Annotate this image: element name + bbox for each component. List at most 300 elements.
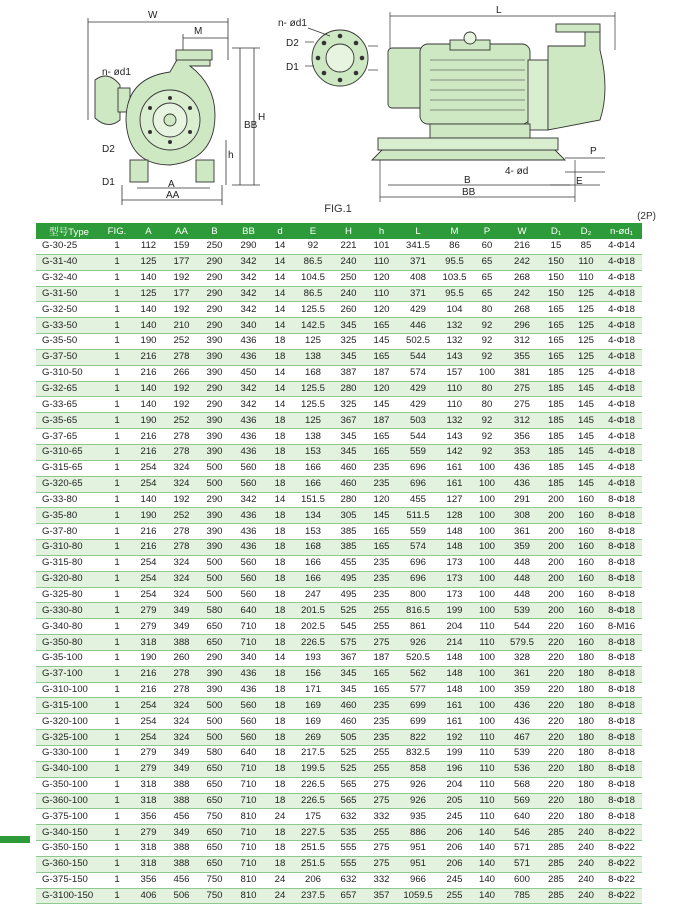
table-cell: 341.5 — [398, 239, 438, 254]
table-cell: 710 — [231, 825, 266, 841]
table-cell: 8-Φ18 — [601, 540, 642, 556]
table-cell: 8-Φ18 — [601, 650, 642, 666]
table-cell: 14 — [266, 397, 294, 413]
table-cell: 290 — [198, 286, 231, 302]
table-cell: 544 — [503, 619, 541, 635]
table-cell: 110 — [438, 397, 471, 413]
table-cell: 14 — [266, 492, 294, 508]
table-cell: 18 — [266, 619, 294, 635]
table-cell: 85 — [571, 239, 601, 254]
table-cell: 190 — [132, 650, 165, 666]
table-cell: 600 — [503, 872, 541, 888]
table-cell: 560 — [231, 587, 266, 603]
table-cell: 710 — [231, 777, 266, 793]
table-cell: 318 — [132, 777, 165, 793]
table-cell: 125.5 — [294, 397, 332, 413]
table-cell: 100 — [471, 714, 503, 730]
table-cell: 345 — [332, 349, 365, 365]
table-cell: 359 — [503, 682, 541, 698]
table-cell: 165 — [541, 302, 571, 318]
table-cell: 1 — [102, 777, 132, 793]
table-cell: 290 — [198, 381, 231, 397]
table-cell: 278 — [165, 666, 198, 682]
table-cell: 429 — [398, 397, 438, 413]
table-cell: 92 — [471, 444, 503, 460]
table-cell: 240 — [571, 872, 601, 888]
table-cell: 204 — [438, 777, 471, 793]
table-cell: 125 — [571, 334, 601, 350]
table-cell: 193 — [294, 650, 332, 666]
table-cell: 285 — [541, 872, 571, 888]
table-cell: 101 — [365, 239, 398, 254]
model-type-cell: G-31-50 — [36, 286, 102, 302]
table-cell: 535 — [332, 825, 365, 841]
table-cell: 318 — [132, 841, 165, 857]
column-header: W — [503, 223, 541, 239]
table-row — [36, 682, 642, 698]
table-cell: 525 — [332, 746, 365, 762]
table-cell: 388 — [165, 635, 198, 651]
pump-dimension-drawing — [0, 0, 676, 205]
table-cell: 185 — [541, 381, 571, 397]
table-cell: 153 — [294, 524, 332, 540]
table-cell: 125 — [294, 413, 332, 429]
table-cell: 279 — [132, 825, 165, 841]
table-cell: 103.5 — [438, 270, 471, 286]
table-cell: 100 — [471, 603, 503, 619]
table-cell: 436 — [231, 666, 266, 682]
table-cell: 342 — [231, 397, 266, 413]
table-cell: 390 — [198, 682, 231, 698]
table-cell: 227.5 — [294, 825, 332, 841]
table-cell: 4-Φ18 — [601, 254, 642, 270]
table-cell: 14 — [266, 318, 294, 334]
table-cell: 187 — [365, 650, 398, 666]
table-cell: 4-Φ18 — [601, 429, 642, 445]
table-cell: 153 — [294, 444, 332, 460]
table-row — [36, 540, 642, 556]
table-cell: 220 — [541, 746, 571, 762]
table-cell: 128 — [438, 508, 471, 524]
table-cell: 255 — [365, 603, 398, 619]
table-cell: 290 — [198, 397, 231, 413]
table-cell: 110 — [438, 381, 471, 397]
dim-aa-label: AA — [166, 190, 180, 201]
table-cell: 650 — [198, 856, 231, 872]
table-cell: 650 — [198, 619, 231, 635]
table-cell: 166 — [294, 460, 332, 476]
table-cell: 1 — [102, 746, 132, 762]
table-cell: 240 — [332, 286, 365, 302]
table-cell: 8-Φ18 — [601, 777, 642, 793]
table-cell: 436 — [231, 540, 266, 556]
table-cell: 495 — [332, 571, 365, 587]
table-cell: 345 — [332, 429, 365, 445]
table-cell: 202.5 — [294, 619, 332, 635]
table-cell: 235 — [365, 587, 398, 603]
table-cell: 1 — [102, 872, 132, 888]
table-cell: 14 — [266, 286, 294, 302]
table-cell: 216 — [503, 239, 541, 254]
table-cell: 166 — [294, 476, 332, 492]
table-cell: 192 — [165, 397, 198, 413]
table-cell: 254 — [132, 571, 165, 587]
table-cell: 235 — [365, 714, 398, 730]
table-cell: 455 — [398, 492, 438, 508]
table-cell: 14 — [266, 239, 294, 254]
table-cell: 1 — [102, 349, 132, 365]
table-row — [36, 492, 642, 508]
table-cell: 390 — [198, 508, 231, 524]
table-cell: 216 — [132, 349, 165, 365]
table-row — [36, 746, 642, 762]
table-cell: 95.5 — [438, 286, 471, 302]
table-cell: 220 — [541, 698, 571, 714]
table-cell: 180 — [571, 666, 601, 682]
table-cell: 190 — [132, 413, 165, 429]
table-cell: 220 — [541, 682, 571, 698]
table-cell: 18 — [266, 698, 294, 714]
table-cell: 171 — [294, 682, 332, 698]
table-cell: 165 — [365, 524, 398, 540]
table-cell: 160 — [571, 508, 601, 524]
table-row — [36, 286, 642, 302]
table-cell: 145 — [571, 397, 601, 413]
table-cell: 24 — [266, 888, 294, 904]
table-cell: 220 — [541, 793, 571, 809]
table-cell: 100 — [471, 666, 503, 682]
table-cell: 125 — [571, 318, 601, 334]
table-cell: 110 — [471, 777, 503, 793]
table-cell: 132 — [438, 318, 471, 334]
column-header: D₁ — [541, 223, 571, 239]
table-cell: 199.5 — [294, 761, 332, 777]
table-cell: 140 — [132, 492, 165, 508]
table-cell: 100 — [471, 540, 503, 556]
model-type-cell: G-35-65 — [36, 413, 102, 429]
table-cell: 448 — [503, 555, 541, 571]
model-type-cell: G-375-150 — [36, 872, 102, 888]
table-cell: 332 — [365, 809, 398, 825]
table-cell: 148 — [438, 666, 471, 682]
table-cell: 235 — [365, 476, 398, 492]
table-cell: 180 — [571, 730, 601, 746]
table-cell: 169 — [294, 698, 332, 714]
table-cell: 254 — [132, 714, 165, 730]
table-cell: 156 — [294, 666, 332, 682]
table-cell: 200 — [541, 571, 571, 587]
table-cell: 574 — [398, 540, 438, 556]
table-cell: 951 — [398, 841, 438, 857]
table-cell: 456 — [165, 872, 198, 888]
table-cell: 1 — [102, 334, 132, 350]
table-row — [36, 270, 642, 286]
table-cell: 200 — [541, 587, 571, 603]
table-row — [36, 872, 642, 888]
table-cell: 290 — [198, 318, 231, 334]
table-cell: 1 — [102, 381, 132, 397]
table-cell: 460 — [332, 714, 365, 730]
table-cell: 260 — [332, 302, 365, 318]
table-cell: 18 — [266, 635, 294, 651]
table-cell: 150 — [541, 286, 571, 302]
table-row — [36, 349, 642, 365]
table-cell: 560 — [231, 730, 266, 746]
table-cell: 278 — [165, 682, 198, 698]
dim-a-label: A — [168, 179, 175, 190]
table-cell: 387 — [332, 365, 365, 381]
table-cell: 254 — [132, 730, 165, 746]
table-cell: 1 — [102, 619, 132, 635]
table-cell: 145 — [571, 413, 601, 429]
dim-h-lower-label: h — [228, 150, 234, 161]
table-cell: 342 — [231, 492, 266, 508]
table-cell: 650 — [198, 761, 231, 777]
table-cell: 254 — [132, 476, 165, 492]
table-cell: 165 — [365, 682, 398, 698]
table-cell: 1 — [102, 460, 132, 476]
model-type-cell: G-35-50 — [36, 334, 102, 350]
table-cell: 385 — [332, 524, 365, 540]
table-cell: 220 — [541, 666, 571, 682]
table-cell: 18 — [266, 429, 294, 445]
table-cell: 220 — [541, 619, 571, 635]
table-cell: 161 — [438, 476, 471, 492]
table-cell: 388 — [165, 793, 198, 809]
table-cell: 8-Φ22 — [601, 872, 642, 888]
table-cell: 237.5 — [294, 888, 332, 904]
table-cell: 278 — [165, 429, 198, 445]
table-cell: 254 — [132, 460, 165, 476]
table-cell: 4-Φ18 — [601, 381, 642, 397]
table-cell: 187 — [365, 413, 398, 429]
table-cell: 1 — [102, 635, 132, 651]
column-header: 型号Type — [36, 223, 102, 239]
table-cell: 285 — [541, 856, 571, 872]
column-header: E — [294, 223, 332, 239]
table-cell: 935 — [398, 809, 438, 825]
table-cell: 132 — [438, 413, 471, 429]
table-cell: 342 — [231, 254, 266, 270]
table-cell: 569 — [503, 793, 541, 809]
table-cell: 408 — [398, 270, 438, 286]
table-cell: 342 — [231, 302, 266, 318]
table-cell: 180 — [571, 698, 601, 714]
table-cell: 145 — [365, 334, 398, 350]
model-type-cell: G-310-80 — [36, 540, 102, 556]
table-cell: 278 — [165, 444, 198, 460]
flange-d2-label: D2 — [286, 38, 299, 49]
model-type-cell: G-33-65 — [36, 397, 102, 413]
table-cell: 138 — [294, 349, 332, 365]
table-cell: 192 — [165, 381, 198, 397]
table-cell: 100 — [471, 524, 503, 540]
table-cell: 110 — [571, 254, 601, 270]
table-cell: 574 — [398, 365, 438, 381]
table-cell: 388 — [165, 777, 198, 793]
table-cell: 861 — [398, 619, 438, 635]
table-cell: 140 — [132, 381, 165, 397]
table-cell: 560 — [231, 460, 266, 476]
table-cell: 436 — [231, 524, 266, 540]
table-cell: 577 — [398, 682, 438, 698]
table-cell: 255 — [438, 888, 471, 904]
table-cell: 436 — [231, 444, 266, 460]
table-cell: 296 — [503, 318, 541, 334]
table-cell: 86.5 — [294, 254, 332, 270]
table-cell: 560 — [231, 571, 266, 587]
table-body — [36, 239, 642, 904]
table-cell: 1 — [102, 603, 132, 619]
table-cell: 285 — [541, 841, 571, 857]
table-cell: 1 — [102, 809, 132, 825]
table-cell: 1 — [102, 318, 132, 334]
table-cell: 120 — [365, 302, 398, 318]
table-cell: 324 — [165, 555, 198, 571]
model-type-cell: G-325-100 — [36, 730, 102, 746]
table-cell: 460 — [332, 460, 365, 476]
table-cell: 699 — [398, 714, 438, 730]
table-cell: 255 — [365, 619, 398, 635]
table-cell: 18 — [266, 476, 294, 492]
table-cell: 200 — [541, 508, 571, 524]
table-cell: 160 — [571, 492, 601, 508]
table-cell: 110 — [365, 286, 398, 302]
table-cell: 390 — [198, 334, 231, 350]
table-cell: 160 — [571, 571, 601, 587]
table-cell: 502.5 — [398, 334, 438, 350]
table-cell: 240 — [571, 888, 601, 904]
column-header: BB — [231, 223, 266, 239]
table-cell: 580 — [198, 603, 231, 619]
flange-nd1-label: n- ød1 — [278, 18, 307, 29]
dim-hole-label: 4- ød — [505, 166, 529, 177]
table-row — [36, 777, 642, 793]
table-cell: 221 — [332, 239, 365, 254]
column-header: D₂ — [571, 223, 601, 239]
table-cell: 650 — [198, 777, 231, 793]
table-cell: 8-Φ18 — [601, 587, 642, 603]
table-cell: 500 — [198, 555, 231, 571]
table-cell: 710 — [231, 635, 266, 651]
table-cell: 173 — [438, 587, 471, 603]
table-cell: 235 — [365, 730, 398, 746]
table-cell: 8-Φ22 — [601, 888, 642, 904]
model-type-cell: G-320-80 — [36, 571, 102, 587]
table-cell: 1 — [102, 413, 132, 429]
table-cell: 235 — [365, 698, 398, 714]
table-cell: 1 — [102, 793, 132, 809]
table-cell: 4-Φ14 — [601, 239, 642, 254]
table-cell: 145 — [571, 429, 601, 445]
table-cell: 710 — [231, 619, 266, 635]
table-cell: 92 — [471, 429, 503, 445]
table-cell: 500 — [198, 587, 231, 603]
table-cell: 1 — [102, 666, 132, 682]
model-type-cell: G-320-65 — [36, 476, 102, 492]
table-row — [36, 793, 642, 809]
table-cell: 657 — [332, 888, 365, 904]
table-cell: 4-Φ18 — [601, 318, 642, 334]
table-cell: 138 — [294, 429, 332, 445]
table-cell: 8-Φ18 — [601, 746, 642, 762]
table-cell: 1 — [102, 825, 132, 841]
table-cell: 279 — [132, 603, 165, 619]
table-cell: 110 — [471, 793, 503, 809]
table-cell: 140 — [471, 825, 503, 841]
table-cell: 65 — [471, 270, 503, 286]
dim-b-label: B — [464, 175, 471, 186]
table-cell: 145 — [571, 444, 601, 460]
table-cell: 275 — [365, 841, 398, 857]
table-cell: 110 — [471, 746, 503, 762]
table-cell: 345 — [332, 318, 365, 334]
table-cell: 355 — [503, 349, 541, 365]
table-row — [36, 508, 642, 524]
table-cell: 240 — [571, 841, 601, 857]
table-cell: 342 — [231, 381, 266, 397]
table-cell: 205 — [438, 793, 471, 809]
table-cell: 565 — [332, 777, 365, 793]
table-cell: 1 — [102, 730, 132, 746]
table-cell: 8-Φ18 — [601, 603, 642, 619]
table-row — [36, 397, 642, 413]
table-cell: 349 — [165, 746, 198, 762]
table-cell: 429 — [398, 381, 438, 397]
table-cell: 86 — [438, 239, 471, 254]
table-cell: 349 — [165, 825, 198, 841]
table-cell: 242 — [503, 286, 541, 302]
table-cell: 235 — [365, 555, 398, 571]
table-cell: 14 — [266, 254, 294, 270]
table-cell: 177 — [165, 286, 198, 302]
table-cell: 180 — [571, 809, 601, 825]
table-cell: 699 — [398, 698, 438, 714]
model-type-cell: G-30-25 — [36, 239, 102, 254]
table-cell: 4-Φ18 — [601, 444, 642, 460]
table-cell: 18 — [266, 413, 294, 429]
table-cell: 406 — [132, 888, 165, 904]
table-cell: 140 — [132, 318, 165, 334]
table-cell: 546 — [503, 825, 541, 841]
table-cell: 216 — [132, 540, 165, 556]
table-cell: 279 — [132, 619, 165, 635]
table-cell: 165 — [365, 429, 398, 445]
table-cell: 157 — [438, 365, 471, 381]
table-row — [36, 239, 642, 254]
table-cell: 14 — [266, 270, 294, 286]
page-code: (2P) — [637, 211, 656, 222]
table-cell: 125 — [571, 365, 601, 381]
table-cell: 18 — [266, 444, 294, 460]
table-row — [36, 666, 642, 682]
table-cell: 632 — [332, 809, 365, 825]
table-row — [36, 413, 642, 429]
table-cell: 332 — [365, 872, 398, 888]
table-cell: 14 — [266, 650, 294, 666]
table-cell: 324 — [165, 714, 198, 730]
model-type-cell: G-320-100 — [36, 714, 102, 730]
table-cell: 18 — [266, 524, 294, 540]
table-cell: 255 — [365, 825, 398, 841]
table-cell: 500 — [198, 714, 231, 730]
table-cell: 8-Φ18 — [601, 682, 642, 698]
table-cell: 92 — [294, 239, 332, 254]
table-cell: 318 — [132, 635, 165, 651]
table-cell: 312 — [503, 413, 541, 429]
table-cell: 290 — [231, 239, 266, 254]
table-cell: 125.5 — [294, 302, 332, 318]
